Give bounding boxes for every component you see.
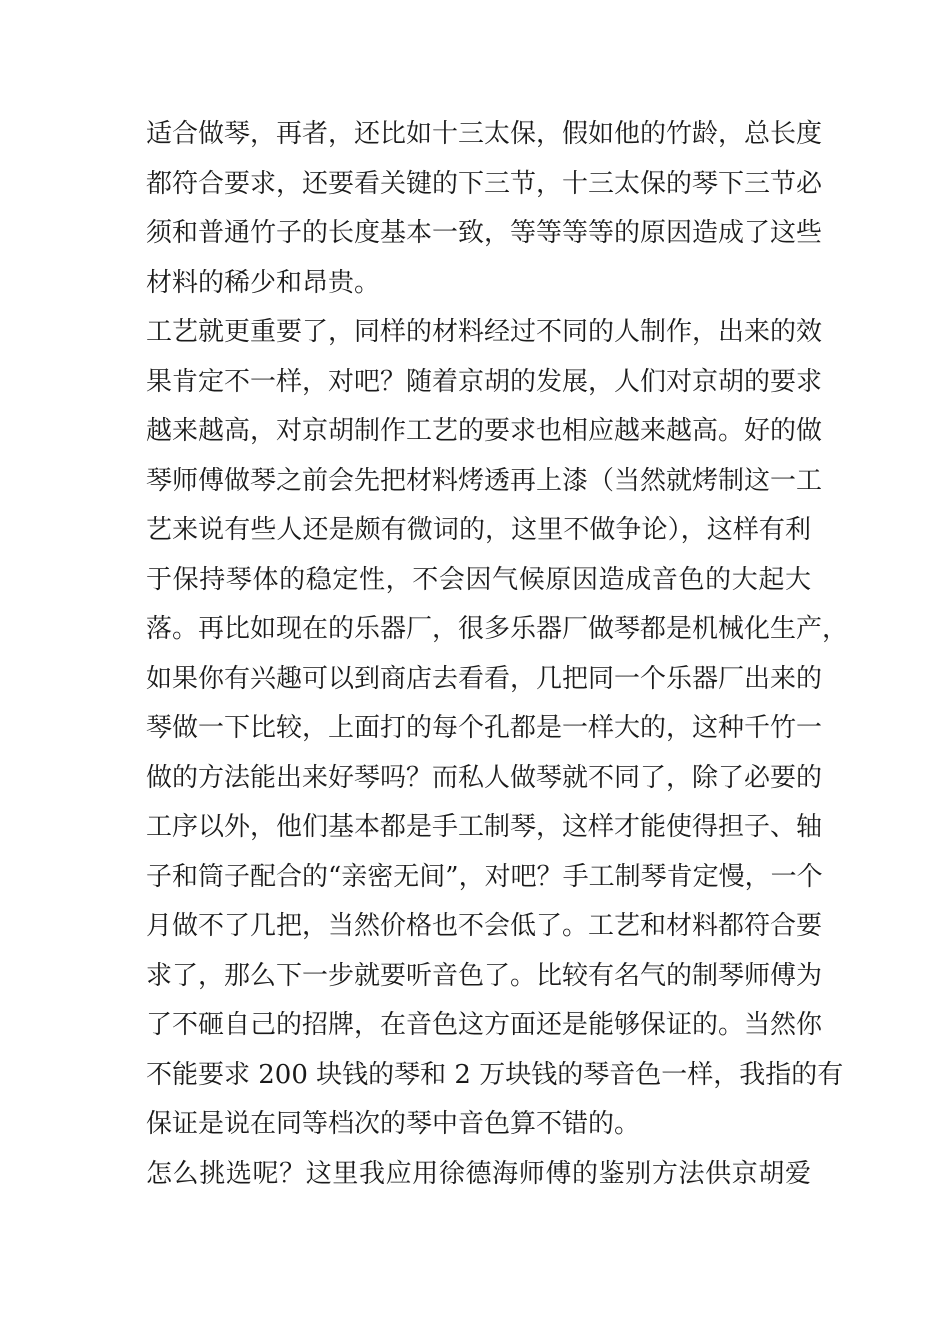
text-line: 越来越高，对京胡制作工艺的要求也相应越来越高。好的做	[146, 416, 823, 446]
text-line: 如果你有兴趣可以到商店去看看，几把同一个乐器厂出来的	[146, 663, 823, 694]
text-line: 了不砸自己的招牌，在音色这方面还是能够保证的。当然你	[146, 1010, 823, 1040]
text-line: 须和普通竹子的长度基本一致，等等等等的原因造成了这些	[146, 218, 823, 248]
text-line: 艺来说有些人还是颇有微词的，这里不做争论），这样有利	[146, 515, 811, 545]
text-line: 做的方法能出来好琴吗？而私人做琴就不同了，除了必要的	[146, 762, 823, 793]
text-line: 都符合要求，还要看关键的下三节，十三太保的琴下三节必	[146, 168, 823, 199]
text-line: 琴做一下比较，上面打的每个孔都是一样大的，这种千竹一	[146, 713, 823, 743]
text-line: 工艺就更重要了，同样的材料经过不同的人制作，出来的效	[146, 317, 823, 347]
paragraph-materials-end	[146, 110, 823, 308]
text-line: 工序以外，他们基本都是手工制琴，这样才能使得担子、轴	[146, 812, 823, 842]
text-line: 子和筒子配合的“亲密无间”，对吧？手工制琴肯定慢，一个	[146, 861, 823, 892]
text-line: 不能要求 200 块钱的琴和 2 万块钱的琴音色一样，我指的有	[146, 1059, 844, 1090]
document-body	[146, 110, 849, 1199]
text-line: 于保持琴体的稳定性，不会因气候原因造成音色的大起大	[146, 564, 811, 595]
text-line: 琴师傅做琴之前会先把材料烤透再上漆（当然就烤制这一工	[146, 465, 823, 496]
text-line: 月做不了几把，当然价格也不会低了。工艺和材料都符合要	[146, 911, 823, 941]
text-line: 适合做琴，再者，还比如十三太保，假如他的竹龄，总长度	[146, 119, 823, 149]
paragraph-selection	[146, 1150, 811, 1200]
text-line: 保证是说在同等档次的琴中音色算不错的。	[146, 1109, 641, 1139]
text-line: 落。再比如现在的乐器厂，很多乐器厂做琴都是机械化生产，	[146, 614, 849, 644]
paragraph-craftsmanship	[146, 308, 849, 1150]
text-line: 果肯定不一样，对吧？随着京胡的发展，人们对京胡的要求	[146, 366, 823, 397]
text-line: 材料的稀少和昂贵。	[146, 267, 381, 298]
text-line: 求了，那么下一步就要听音色了。比较有名气的制琴师傅为	[146, 960, 823, 991]
text-line: 怎么挑选呢？这里我应用徐德海师傅的鉴别方法供京胡爱	[146, 1158, 811, 1189]
